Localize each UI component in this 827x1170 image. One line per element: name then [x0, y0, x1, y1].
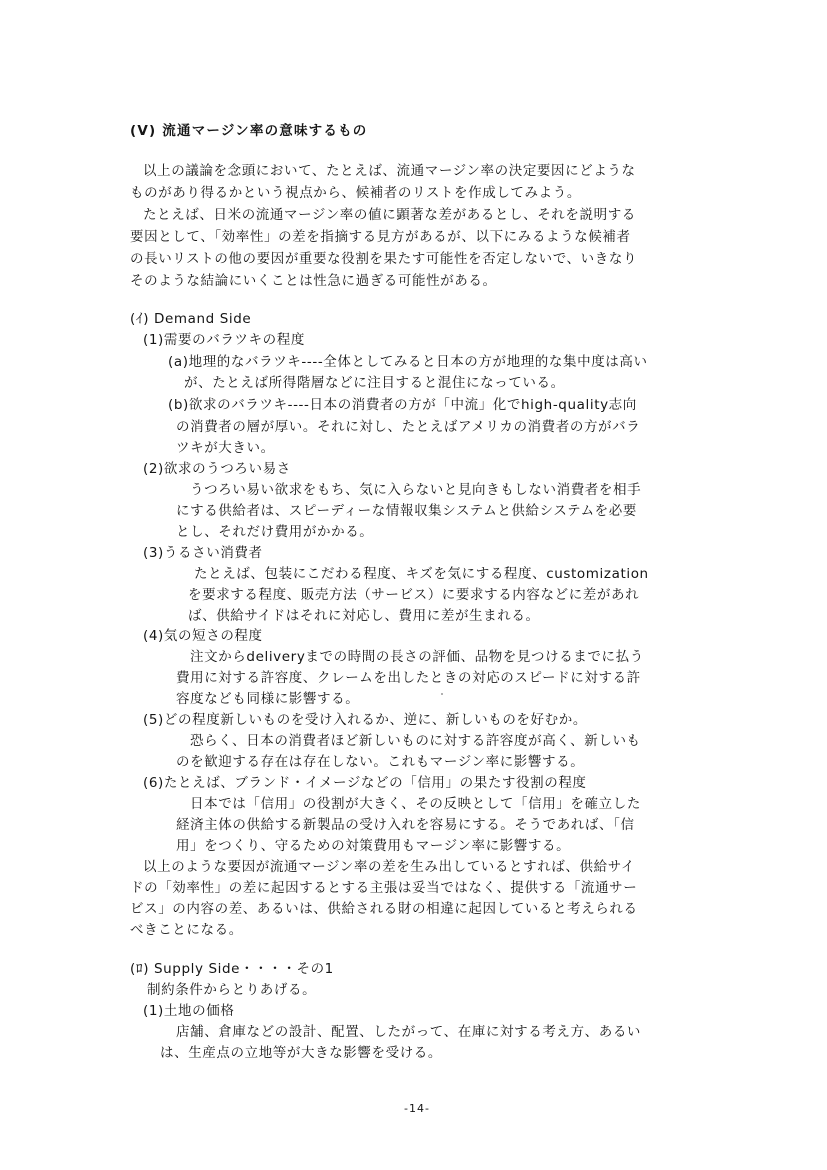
- text-line: が、たとえば所得階層などに注目すると混住になっている。: [184, 375, 565, 391]
- text-line: そのような結論にいくことは性急に過ぎる可能性がある。: [130, 273, 497, 289]
- text-line: 制約条件からとりあげる。: [147, 982, 317, 998]
- text-line: ものがあり得るかという視点から、候補者のリストを作成してみよう。: [130, 185, 581, 201]
- text-line: の消費者の層が厚い。それに対し、たとえばアメリカの消費者の方がバラ: [176, 419, 641, 435]
- text-line: うつろい易い欲求をもち、気に入らないと見向きもしない消費者を相手: [190, 482, 642, 498]
- section-heading: (ﾛ) Supply Side・・・・その1: [130, 961, 334, 977]
- text-line: たとえば、包装にこだわる程度、キズを気にする程度、customization: [194, 566, 649, 582]
- item-heading: (4)気の短さの程度: [143, 628, 263, 644]
- item-heading: (2)欲求のうつろい易さ: [143, 461, 291, 477]
- item-heading: (6)たとえば、ブランド・イメージなどの「信用」の果たす役割の程度: [143, 775, 587, 791]
- text-line: 恐らく、日本の消費者ほど新しいものに対する許容度が高く、新しいも: [190, 733, 641, 749]
- text-line: ドの「効率性」の差に起因するとする主張は妥当ではなく、提供する「流通サー: [130, 880, 638, 896]
- text-line: 要因として、「効率性」の差を指摘する見方があるが、以下にみるような候補者: [130, 229, 631, 245]
- text-line: 用」をつくり、守るための対策費用もマージン率に影響する。: [176, 838, 571, 854]
- text-line: (b)欲求のバラツキ----日本の消費者の方が「中流」化でhigh-quality志向: [168, 397, 637, 413]
- text-line: を要求する程度、販売方法（サービス）に要求する内容などに差があれ: [188, 587, 640, 603]
- text-line: とし、それだけ費用がかかる。: [176, 524, 374, 540]
- text-line: 日本では「信用」の役割が大きく、その反映として「信用」を確立した: [190, 796, 641, 812]
- text-line: のを歓迎する存在は存在しない。これもマージン率に影響する。: [176, 754, 585, 770]
- page-number: -14-: [404, 1102, 430, 1115]
- item-heading: (5)どの程度新しいものを受け入れるか、逆に、新しいものを好むか。: [143, 712, 587, 728]
- text-line: たとえば、日米の流通マージン率の値に顕著な差があるとし、それを説明する: [143, 207, 636, 223]
- text-line: 以上の議論を念頭において、たとえば、流通マージン率の決定要因にどような: [143, 163, 636, 179]
- text-line: にする供給者は、スピーディーな情報収集システムと供給システムを必要: [176, 503, 637, 519]
- text-line: ば、供給サイドはそれに対応し、費用に差が生まれる。: [188, 608, 540, 624]
- text-line: ビス」の内容の差、あるいは、供給される財の相違に起因していると考えられる: [130, 901, 638, 917]
- text-line: ツキが大きい。: [176, 440, 275, 456]
- text-line: 容度なども同様に影響する。: [176, 691, 360, 707]
- text-line: 注文からdeliveryまでの時間の長さの評価、品物を見つけるまでに払う: [190, 649, 644, 665]
- text-line: 費用に対する許容度、クレームを出したときの対応のスピードに対する許: [176, 670, 641, 686]
- text-line: の長いリストの他の要因が重要な役割を果たす可能性を否定しないで、いきなり: [130, 251, 638, 267]
- item-heading: (3)うるさい消費者: [143, 545, 263, 561]
- text-line: べきことになる。: [130, 922, 243, 938]
- item-heading: (1)土地の価格: [143, 1003, 235, 1019]
- text-line: 以上のような要因が流通マージン率の差を生み出しているとすれば、供給サイ: [143, 859, 635, 875]
- text-line: 店舗、倉庫などの設計、配置、したがって、在庫に対する考え方、あるい: [176, 1024, 642, 1040]
- section-title: (V) 流通マージン率の意味するもの: [130, 123, 368, 139]
- text-line: は、生産点の立地等が大きな影響を受ける。: [160, 1045, 442, 1061]
- item-heading: (1)需要のバラツキの程度: [143, 332, 305, 348]
- scan-speck: [441, 693, 443, 695]
- text-line: 経済主体の供給する新製品の受け入れを容易にする。そうであれば、「信: [176, 817, 635, 833]
- text-line: (a)地理的なバラツキ----全体としてみると日本の方が地理的な集中度は高い: [168, 354, 648, 370]
- section-heading: (ｲ) Demand Side: [130, 311, 252, 327]
